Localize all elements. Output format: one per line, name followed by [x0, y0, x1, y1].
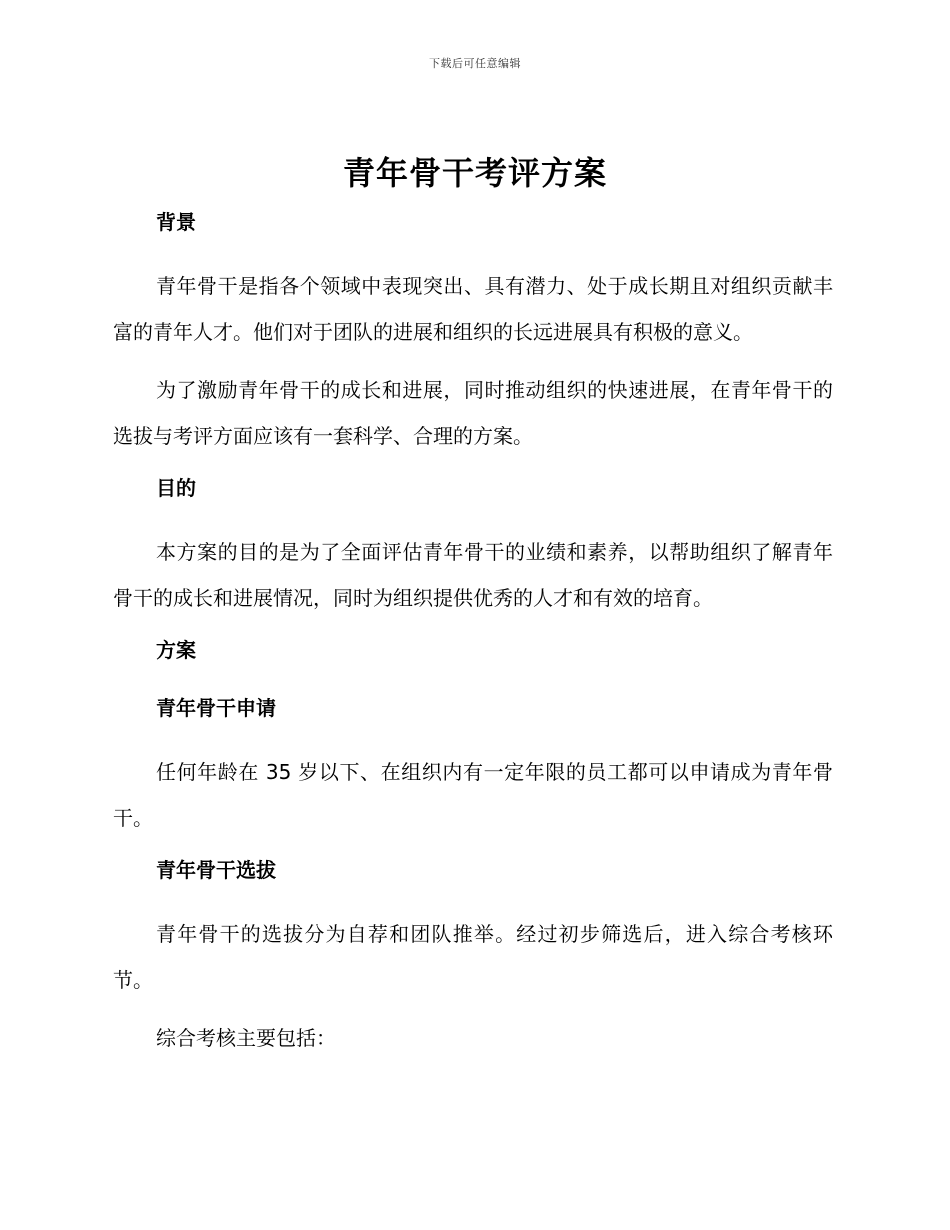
paragraph-application-1: 任何年龄在 35 岁以下、在组织内有一定年限的员工都可以申请成为青年骨干。 [113, 760, 833, 830]
paragraph-background-1: 青年骨干是指各个领域中表现突出、具有潜力、处于成长期且对组织贡献丰富的青年人才。他们对于团队的进展和组织的长远进展具有积极的意义。 [113, 274, 833, 344]
paragraph-selection-2: 综合考核主要包括： [156, 1026, 336, 1050]
paragraph-selection-1: 青年骨干的选拔分为自荐和团队推举。经过初步筛选后，进入综合考核环节。 [113, 922, 833, 992]
section-heading-purpose: 目的 [156, 476, 196, 500]
page-header-note: 下载后可任意编辑 [429, 57, 521, 70]
paragraph-purpose-1: 本方案的目的是为了全面评估青年骨干的业绩和素养，以帮助组织了解青年骨干的成长和进展情况，同时为组织提供优秀的人才和有效的培育。 [113, 540, 833, 610]
document-title: 青年骨干考评方案 [342, 154, 607, 192]
section-heading-background: 背景 [156, 210, 196, 234]
section-heading-plan: 方案 [156, 638, 196, 662]
subsection-heading-selection: 青年骨干选拔 [156, 858, 276, 882]
paragraph-background-2: 为了激励青年骨干的成长和进展，同时推动组织的快速进展，在青年骨干的选拔与考评方面应该有一套科学、合理的方案。 [113, 378, 833, 448]
subsection-heading-application: 青年骨干申请 [156, 696, 276, 720]
document-body [113, 205, 833, 1073]
